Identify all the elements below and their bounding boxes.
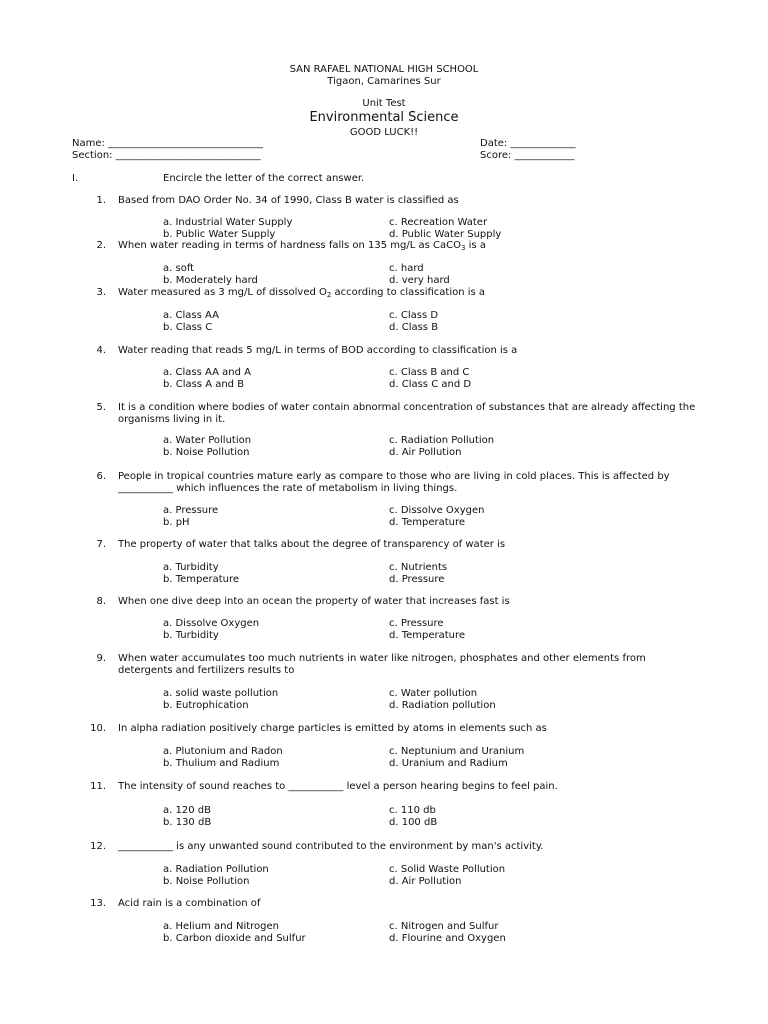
option-d[interactable]: d. Pressure bbox=[389, 574, 445, 585]
question-text: When one dive deep into an ocean the property of water that increases fast is bbox=[118, 596, 510, 607]
school-name: SAN RAFAEL NATIONAL HIGH SCHOOL bbox=[289, 64, 479, 75]
option-c[interactable]: c. Pressure bbox=[389, 618, 444, 629]
option-c[interactable]: c. Neptunium and Uranium bbox=[389, 746, 525, 757]
option-c[interactable]: c. hard bbox=[389, 263, 424, 274]
subscript: 3 bbox=[461, 244, 466, 252]
option-b[interactable]: b. Thulium and Radium bbox=[163, 758, 280, 769]
question-text: Based from DAO Order No. 34 of 1990, Class B water is classified as bbox=[118, 195, 459, 206]
greeting: GOOD LUCK!! bbox=[349, 127, 419, 138]
option-a[interactable]: a. 120 dB bbox=[163, 805, 211, 816]
question-number: 9. bbox=[96, 653, 106, 664]
option-a[interactable]: a. Class AA bbox=[163, 310, 219, 321]
question-text: The property of water that talks about the degree of transparency of water is bbox=[118, 539, 506, 550]
option-b[interactable]: b. Carbon dioxide and Sulfur bbox=[163, 933, 306, 944]
question-number: 2. bbox=[96, 240, 106, 251]
question-text: The intensity of sound reaches to ___________ level a person hearing begins to feel pain. bbox=[118, 781, 558, 792]
question-number: 4. bbox=[96, 345, 106, 356]
question-number: 12. bbox=[90, 841, 106, 852]
question-text: ___________ is any unwanted sound contributed to the environment by man's activity. bbox=[118, 841, 544, 852]
question-text: When water accumulates too much nutrients in water like nitrogen, phosphates and other elements from detergents and fertilizers results to bbox=[118, 653, 646, 676]
question-text: Water reading that reads 5 mg/L in terms of BOD according to classification is a bbox=[118, 345, 518, 356]
question-number: 7. bbox=[96, 539, 106, 550]
option-b[interactable]: b. Noise Pollution bbox=[163, 447, 250, 458]
option-d[interactable]: d. 100 dB bbox=[389, 817, 438, 828]
option-b[interactable]: b. Class C bbox=[163, 322, 213, 333]
question-number: 3. bbox=[96, 287, 106, 298]
option-d[interactable]: d. Air Pollution bbox=[389, 876, 462, 887]
option-b[interactable]: b. Public Water Supply bbox=[163, 229, 276, 240]
option-b[interactable]: b. Eutrophication bbox=[163, 700, 249, 711]
option-c[interactable]: c. Class B and C bbox=[389, 367, 470, 378]
option-c[interactable]: c. Recreation Water bbox=[389, 217, 488, 228]
option-b[interactable]: b. 130 dB bbox=[163, 817, 212, 828]
option-d[interactable]: d. Class C and D bbox=[389, 379, 472, 390]
option-d[interactable]: d. Public Water Supply bbox=[389, 229, 502, 240]
option-a[interactable]: a. Water Pollution bbox=[163, 435, 252, 446]
option-a[interactable]: a. soft bbox=[163, 263, 195, 274]
option-a[interactable]: a. Helium and Nitrogen bbox=[163, 921, 279, 932]
option-c[interactable]: c. Class D bbox=[389, 310, 439, 321]
subscript: 2 bbox=[326, 291, 332, 299]
option-c[interactable]: c. Water pollution bbox=[389, 688, 478, 699]
option-a[interactable]: a. Plutonium and Radon bbox=[163, 746, 283, 757]
option-a[interactable]: a. Turbidity bbox=[163, 562, 219, 573]
option-a[interactable]: a. Industrial Water Supply bbox=[163, 217, 293, 228]
question-number: 10. bbox=[90, 723, 106, 734]
option-a[interactable]: a. solid waste pollution bbox=[163, 688, 279, 699]
part-numeral: I. bbox=[72, 173, 79, 184]
option-c[interactable]: c. Nutrients bbox=[389, 562, 448, 573]
option-d[interactable]: d. Radiation pollution bbox=[389, 700, 496, 711]
question-text: In alpha radiation positively charge particles is emitted by atoms in elements such as bbox=[118, 723, 547, 734]
option-c[interactable]: c. Radiation Pollution bbox=[389, 435, 495, 446]
option-b[interactable]: b. Noise Pollution bbox=[163, 876, 250, 887]
option-b[interactable]: b. Temperature bbox=[163, 574, 240, 585]
option-b[interactable]: b. Class A and B bbox=[163, 379, 245, 390]
school-location: Tigaon, Camarines Sur bbox=[327, 76, 441, 87]
option-b[interactable]: b. pH bbox=[163, 517, 190, 528]
option-d[interactable]: d. very hard bbox=[389, 275, 450, 286]
question-text: Water measured as 3 mg/L of dissolved $O_2$ according to classification is a bbox=[118, 287, 486, 299]
subject-title: Environmental Science bbox=[309, 110, 459, 125]
option-a[interactable]: a. Class AA and A bbox=[163, 367, 251, 378]
score-field[interactable]: Score: ____________ bbox=[480, 150, 575, 161]
option-d[interactable]: d. Uranium and Radium bbox=[389, 758, 508, 769]
option-c[interactable]: c. Solid Waste Pollution bbox=[389, 864, 506, 875]
part-instruction: Encircle the letter of the correct answer. bbox=[163, 173, 365, 184]
option-a[interactable]: a. Pressure bbox=[163, 505, 219, 516]
question-number: 11. bbox=[90, 781, 106, 792]
question-text: People in tropical countries mature early as compare to those who are living in cold places. This is affected by ___________ which influences the rate of metabolism in living things. bbox=[118, 471, 670, 494]
option-c[interactable]: c. Dissolve Oxygen bbox=[389, 505, 485, 516]
option-d[interactable]: d. Air Pollution bbox=[389, 447, 462, 458]
option-a[interactable]: a. Radiation Pollution bbox=[163, 864, 269, 875]
option-b[interactable]: b. Turbidity bbox=[163, 630, 219, 641]
question-text: It is a condition where bodies of water contain abnormal concentration of substances that are already affecting the organisms living in it. bbox=[118, 402, 696, 425]
date-field[interactable]: Date: _____________ bbox=[480, 138, 576, 149]
option-c[interactable]: c. 110 db bbox=[389, 805, 436, 816]
test-type: Unit Test bbox=[362, 98, 406, 109]
option-d[interactable]: d. Temperature bbox=[389, 517, 466, 528]
option-d[interactable]: d. Temperature bbox=[389, 630, 466, 641]
section-field[interactable]: Section: _____________________________ bbox=[72, 150, 261, 161]
question-number: 13. bbox=[90, 898, 106, 909]
option-b[interactable]: b. Moderately hard bbox=[163, 275, 258, 286]
question-text: When water reading in terms of hardness falls on 135 mg/L as CaCO$_3$ is a bbox=[118, 240, 486, 252]
option-a[interactable]: a. Dissolve Oxygen bbox=[163, 618, 260, 629]
question-number: 1. bbox=[96, 195, 106, 206]
question-text: Acid rain is a combination of bbox=[118, 898, 261, 909]
question-number: 6. bbox=[96, 471, 106, 482]
option-c[interactable]: c. Nitrogen and Sulfur bbox=[389, 921, 499, 932]
question-number: 5. bbox=[96, 402, 106, 413]
question-number: 8. bbox=[96, 596, 106, 607]
name-field[interactable]: Name: _______________________________ bbox=[72, 138, 264, 149]
option-d[interactable]: d. Class B bbox=[389, 322, 439, 333]
option-d[interactable]: d. Flourine and Oxygen bbox=[389, 933, 506, 944]
